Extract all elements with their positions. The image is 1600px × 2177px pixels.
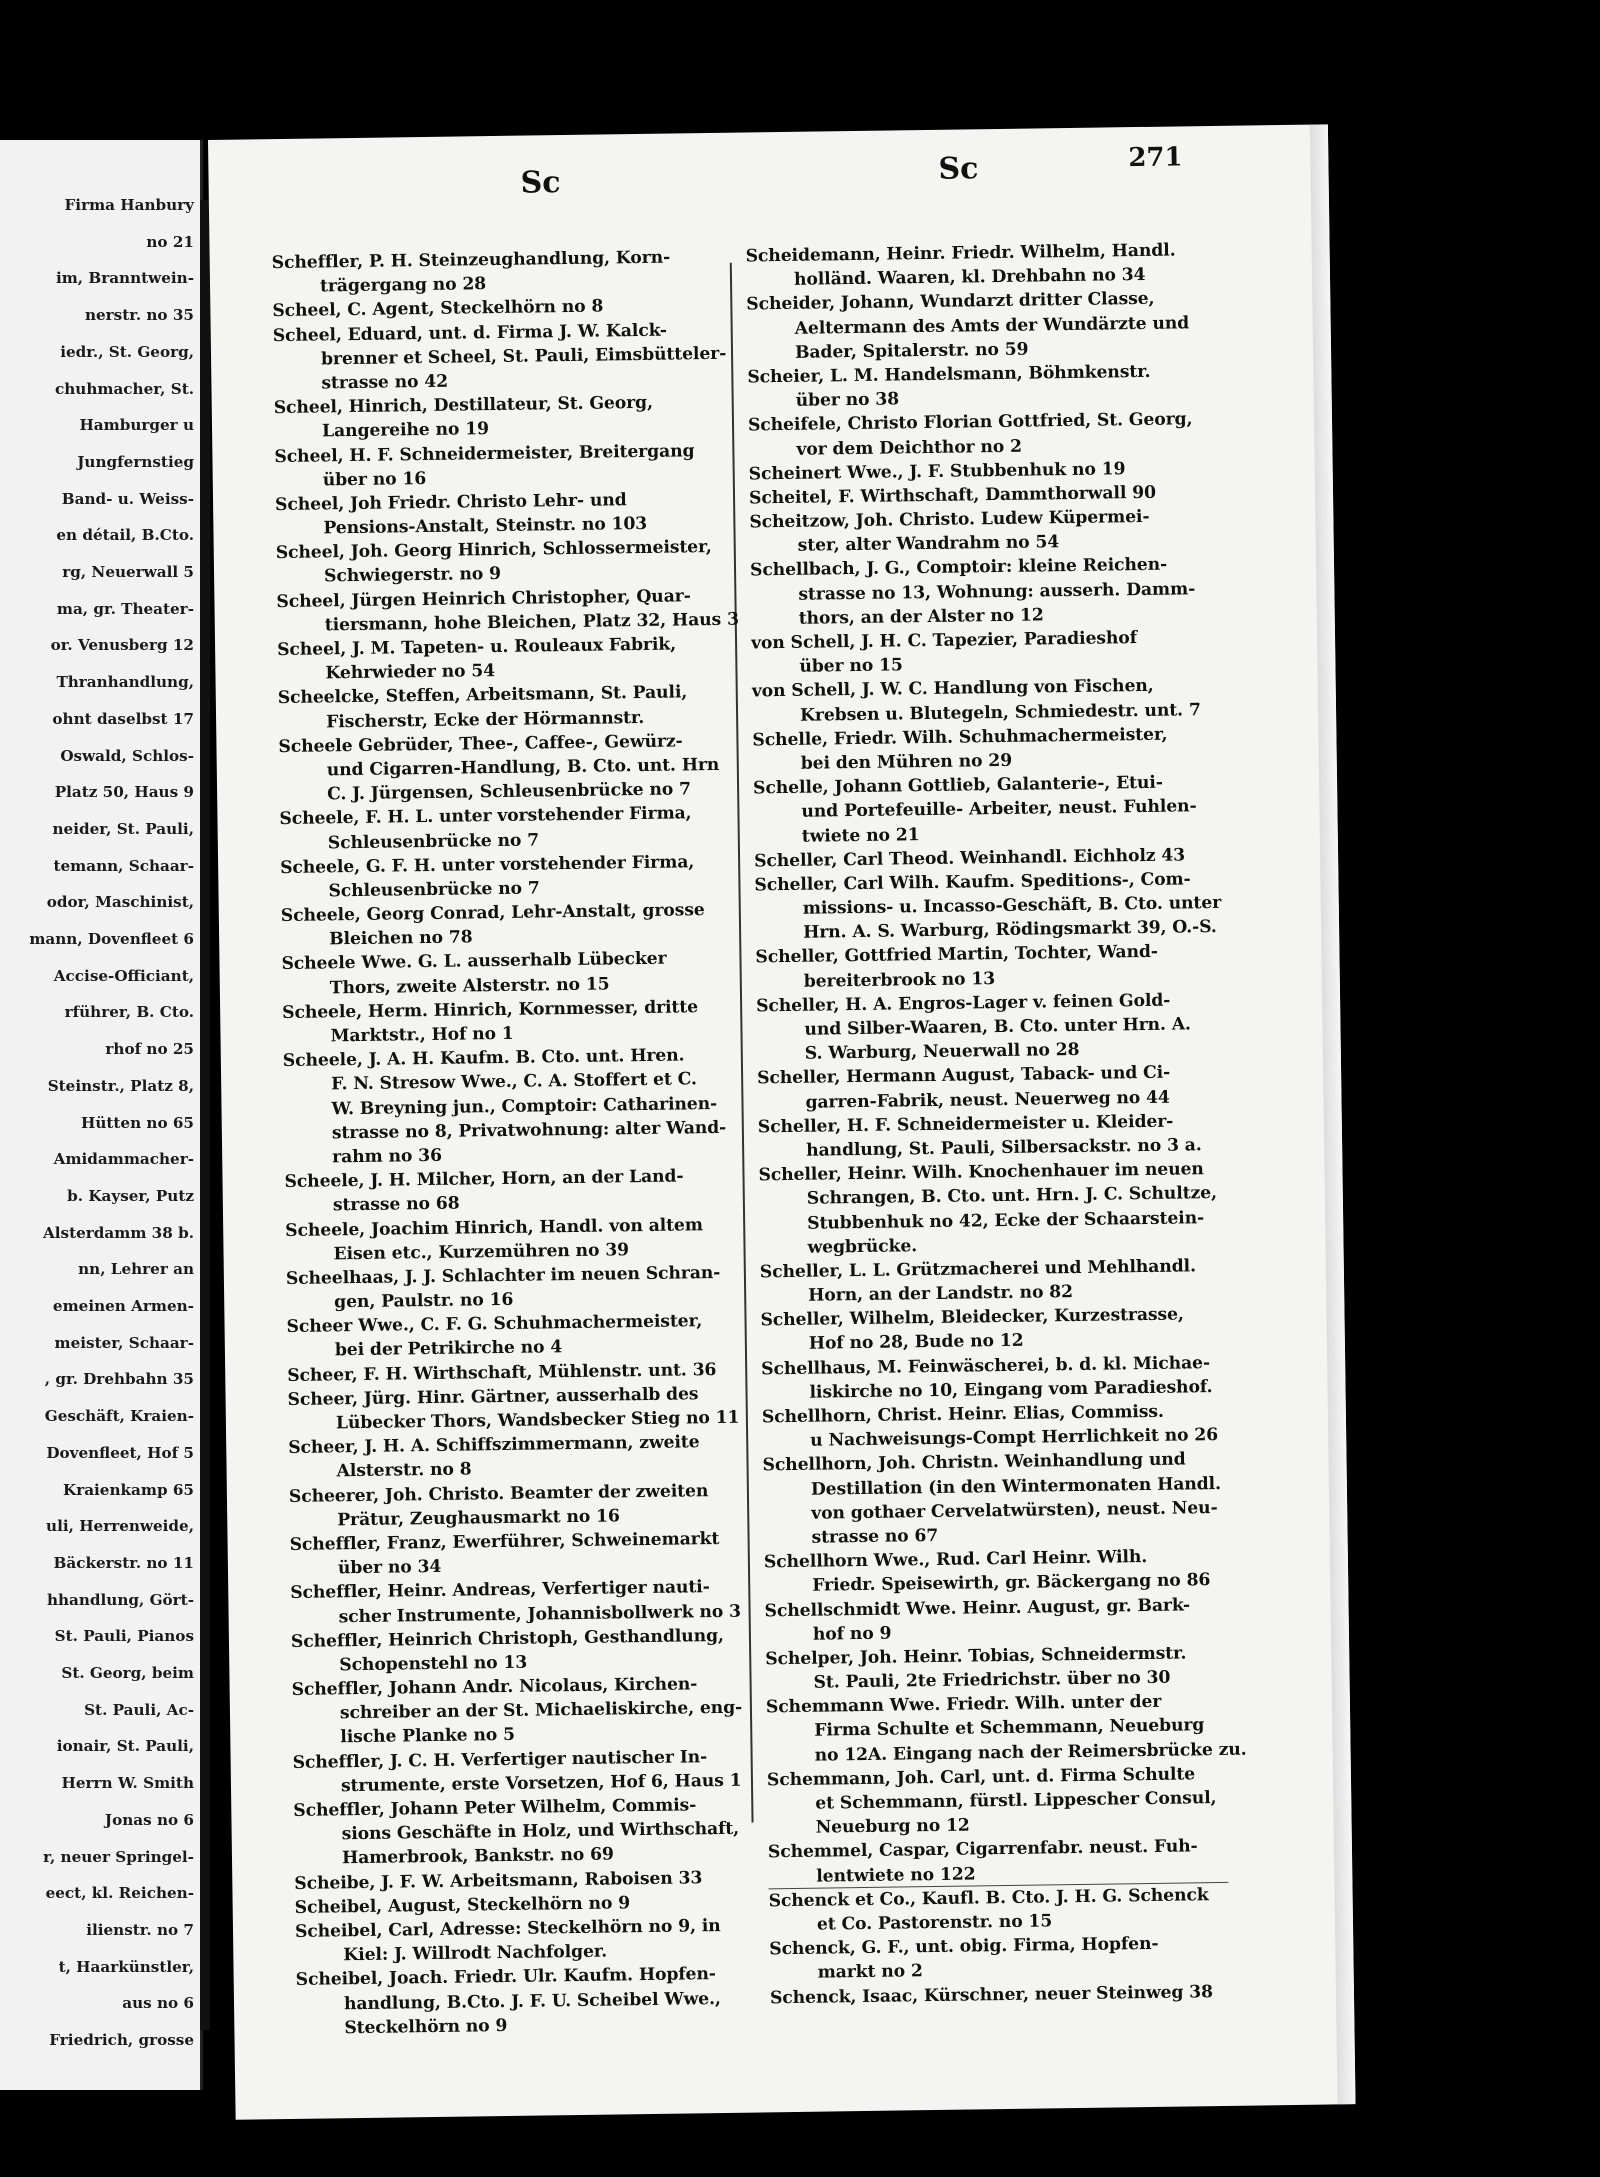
entry-continuation-line: Schleusenbrücke no 7	[328, 878, 540, 902]
left-page-line: ohnt daselbst 17	[52, 709, 194, 728]
entry-continuation-line: C. J. Jürgensen, Schleusenbrücke no 7	[327, 779, 692, 805]
left-page-line: uli, Herrenweide,	[46, 1517, 194, 1536]
entry-line: Schellhorn, Joh. Christn. Weinhandlung und	[762, 1449, 1186, 1476]
left-page-line: temann, Schaar-	[53, 856, 194, 875]
entry-continuation-line: vor dem Deichthor no 2	[796, 436, 1023, 460]
entry-continuation-line: Destillation (in den Wintermonaten Handl.	[810, 1473, 1222, 1500]
entry-continuation-line: thors, an der Alster no 12	[798, 605, 1044, 629]
left-page-fragment	[0, 140, 203, 2090]
entry-continuation-line: Thors, zweite Alsterstr. no 15	[329, 974, 610, 999]
entry-line: Scheele Gebrüder, Thee-, Caffee-, Gewürz-	[278, 731, 683, 757]
entry-continuation-line: von gothaer Cervelatwürsten), neust. Neu-	[811, 1497, 1218, 1524]
entry-line: Scheele, J. H. Milcher, Horn, an der Land-	[284, 1166, 684, 1193]
entry-line: Schemmel, Caspar, Cigarrenfabr. neust. Fuh-	[767, 1836, 1198, 1863]
entry-line: von Schell, J. W. C. Handlung von Fischen,	[751, 676, 1154, 702]
entry-line: Scheele, Joachim Hinrich, Handl. von altem	[285, 1214, 704, 1241]
entry-line: Schenck et Co., Kaufl. B. Cto. J. H. G. Schenck	[768, 1884, 1209, 1912]
left-page-line: Firma Hanbury	[64, 196, 194, 214]
entry-line: Scheel, Joh Friedr. Christo Lehr- und	[274, 490, 627, 515]
left-page-line: rführer, B. Cto.	[64, 1003, 194, 1022]
page-number: 271	[1128, 142, 1183, 174]
entry-line: Scheitel, F. Wirthschaft, Dammthorwall 90	[748, 482, 1157, 509]
entry-continuation-line: strasse no 42	[321, 371, 449, 394]
left-page-line: Alsterdamm 38 b.	[43, 1223, 194, 1242]
entry-line: Scheibel, August, Steckelhörn no 9	[294, 1893, 631, 1918]
entry-continuation-line: rahm no 36	[332, 1145, 443, 1168]
entry-line: Schelle, Friedr. Wilh. Schuhmachermeister,	[752, 724, 1168, 751]
entry-continuation-line: Hrn. A. S. Warburg, Rödingsmarkt 39, O.-S.	[802, 917, 1217, 944]
entry-continuation-line: Lübecker Thors, Wandsbecker Stieg no 11	[335, 1407, 740, 1434]
entry-continuation-line: handlung, St. Pauli, Silbersackstr. no 3 a.	[806, 1135, 1202, 1161]
entry-continuation-line: missions- u. Incasso-Geschäft, B. Cto. unter	[802, 892, 1222, 919]
entry-line: Scheidemann, Heinr. Friedr. Wilhelm, Handl.	[745, 240, 1176, 267]
left-page-line: Band- u. Weiss-	[61, 489, 194, 508]
entry-continuation-line: strasse no 13, Wohnung: ausserh. Damm-	[798, 578, 1196, 605]
entry-continuation-line: bereiterbrook no 13	[803, 968, 996, 992]
entry-continuation-line: Schopenstehl no 13	[339, 1652, 528, 1676]
entry-continuation-line: Pensions-Anstalt, Steinstr. no 103	[323, 513, 648, 539]
left-page-line: Bäckerstr. no 11	[53, 1553, 194, 1572]
entry-line: Scheinert Wwe., J. F. Stubbenhuk no 19	[748, 458, 1126, 485]
entry-continuation-line: Schrangen, B. Cto. unt. Hrn. J. C. Schultze,	[806, 1183, 1218, 1210]
entry-line: Scheibel, Carl, Adresse: Steckelhörn no 9, in	[294, 1915, 721, 1942]
entry-line: Scheier, L. M. Handelsmann, Böhmkenstr.	[747, 361, 1151, 388]
entry-continuation-line: brenner et Scheel, St. Pauli, Eimsbütteler-	[320, 343, 727, 370]
right-column	[746, 238, 1251, 2010]
left-page-line: im, Branntwein-	[55, 269, 194, 288]
left-page-line: en détail, B.Cto.	[56, 526, 194, 545]
entry-continuation-line: St. Pauli, 2te Friedrichstr. über no 30	[813, 1667, 1171, 1693]
entry-line: Scheele, Herm. Hinrich, Kornmesser, dritte	[282, 997, 699, 1023]
left-page-line: Platz 50, Haus 9	[54, 783, 194, 802]
entry-line: von Schell, J. H. C. Tapezier, Paradieshof	[750, 628, 1138, 654]
entry-continuation-line: Fischerstr, Ecke der Hörmannstr.	[325, 707, 645, 732]
entry-continuation-line: handlung, B.Cto. J. F. U. Scheibel Wwe.,	[343, 1988, 721, 2014]
entry-line: Schellhorn Wwe., Rud. Carl Heinr. Wilh.	[763, 1547, 1148, 1573]
entry-continuation-line: über no 34	[337, 1557, 442, 1579]
left-page-line: Oswald, Schlos-	[60, 746, 194, 765]
left-page-line: nn, Lehrer an	[78, 1260, 194, 1279]
left-page-line: Hamburger u	[79, 416, 194, 435]
entry-continuation-line: holländ. Waaren, kl. Drehbahn no 34	[793, 265, 1146, 291]
entry-continuation-line: no 12A. Eingang nach der Reimersbrücke zu.	[814, 1739, 1247, 1766]
entry-continuation-line: strasse no 67	[811, 1525, 939, 1548]
entry-continuation-line: über no 16	[322, 468, 427, 491]
entry-continuation-line: gen, Paulstr. no 16	[334, 1289, 514, 1313]
entry-line: Schemmann, Joh. Carl, unt. d. Firma Schulte	[766, 1764, 1196, 1791]
left-page-line: Kraienkamp 65	[63, 1480, 194, 1499]
entry-line: Scheifele, Christo Florian Gottfried, St. Georg,	[747, 409, 1193, 436]
entry-continuation-line: Aeltermann des Amts der Wundärzte und	[794, 312, 1190, 339]
entry-line: Scheibel, Joach. Friedr. Ulr. Kaufm. Hopfen-	[295, 1964, 717, 1991]
entry-line: Scheelcke, Steffen, Arbeitsmann, St. Pauli,	[277, 682, 688, 709]
entry-continuation-line: bei den Mühren no 29	[800, 750, 1013, 774]
entry-continuation-line: markt no 2	[817, 1961, 923, 1983]
entry-line: Schenck, G. F., unt. obig. Firma, Hopfen-	[769, 1934, 1159, 1960]
entry-continuation-line: und Cigarren-Handlung, B. Cto. unt. Hrn	[326, 754, 720, 781]
entry-continuation-line: lentwiete no 122	[816, 1864, 976, 1887]
entry-line: Scheffler, Johann Andr. Nicolaus, Kirchen-	[291, 1674, 698, 1701]
entry-line: Scheele, F. H. L. unter vorstehender Firma,	[279, 803, 692, 830]
entry-continuation-line: F. N. Stresow Wwe., C. A. Stoffert et C.	[331, 1069, 697, 1095]
entry-continuation-line: Hof no 28, Bude no 12	[808, 1331, 1024, 1355]
left-page-line: b. Kayser, Putz	[67, 1186, 194, 1205]
entry-continuation-line: Friedr. Speisewirth, gr. Bäckergang no 86	[812, 1570, 1211, 1597]
entry-line: Scheer, Jürg. Hinr. Gärtner, ausserhalb des	[287, 1384, 699, 1410]
left-page-line: t, Haarkünstler,	[58, 1957, 194, 1976]
left-page-line: Jungfernstieg	[77, 452, 194, 471]
entry-line: Scheffler, P. H. Steinzeughandlung, Korn-	[271, 247, 671, 274]
left-page-line: meister, Schaar-	[54, 1333, 194, 1352]
entry-continuation-line: Schwiegerstr. no 9	[323, 564, 502, 587]
entry-line: Scheel, C. Agent, Steckelhörn no 8	[272, 296, 604, 322]
entry-continuation-line: Bleichen no 78	[329, 927, 473, 950]
entry-continuation-line: W. Breyning jun., Comptoir: Catharinen-	[331, 1093, 718, 1119]
header-right-abbr: Sc	[938, 151, 979, 187]
entry-line: Scheerer, Joh. Christo. Beamter der zweiten	[288, 1480, 709, 1507]
left-page-line: neider, St. Pauli,	[52, 819, 194, 838]
left-page-line: Steinstr., Platz 8,	[47, 1076, 194, 1095]
entry-continuation-line: Hamerbrook, Bankstr. no 69	[341, 1844, 614, 1869]
left-page-line: ma, gr. Theater-	[56, 599, 194, 618]
entry-continuation-line: Kehrwieder no 54	[325, 661, 496, 684]
entry-continuation-line: über no 15	[799, 655, 903, 677]
entry-continuation-line: tiersmann, hohe Bleichen, Platz 32, Haus 3	[324, 609, 740, 636]
entry-line: Scheer, J. H. A. Schiffszimmermann, zweite	[288, 1432, 700, 1459]
left-page-line: or. Venusberg 12	[50, 636, 194, 655]
entry-line: Scheel, J. M. Tapeten- u. Rouleaux Fabrik,	[276, 634, 677, 661]
entry-line: Schelper, Joh. Heinr. Tobias, Schneidermstr.	[765, 1643, 1187, 1670]
left-page-line: ilienstr. no 7	[86, 1920, 194, 1939]
entry-line: Scheller, Wilhelm, Bleidecker, Kurzestrasse,	[760, 1304, 1184, 1331]
entry-line: Scheller, Gottfried Martin, Tochter, Wand-	[755, 942, 1159, 968]
left-page-line: nerstr. no 35	[84, 306, 194, 325]
entry-continuation-line: S. Warburg, Neuerwall no 28	[804, 1040, 1080, 1064]
entry-continuation-line: wegbrücke.	[807, 1235, 918, 1258]
left-page-line: Geschäft, Kraien-	[44, 1407, 194, 1426]
entry-continuation-line: twiete no 21	[801, 824, 920, 847]
left-page-line: hhandlung, Gört-	[46, 1590, 194, 1609]
entry-continuation-line: Eisen etc., Kurzemühren no 39	[333, 1239, 630, 1265]
entry-line: Scheel, Jürgen Heinrich Christopher, Quar-	[276, 585, 691, 612]
left-column	[272, 244, 777, 2040]
left-page-line: St. Georg, beim	[61, 1664, 194, 1682]
entry-line: Scheller, Hermann August, Taback- und Ci-	[757, 1063, 1171, 1089]
left-page-line: mann, Dovenfleet 6	[29, 930, 194, 948]
entry-continuation-line: strumente, erste Vorsetzen, Hof 6, Haus 1	[340, 1770, 742, 1797]
entry-line: Schellbach, J. G., Comptoir: kleine Reichen-	[749, 555, 1168, 581]
entry-line: Scheele Wwe. G. L. ausserhalb Lübecker	[281, 949, 667, 975]
entry-continuation-line: garren-Fabrik, neust. Neuerweg no 44	[805, 1087, 1170, 1113]
entry-line: Scheer Wwe., C. F. G. Schuhmachermeister,	[286, 1311, 703, 1338]
entry-line: Schellhaus, M. Feinwäscherei, b. d. kl. Michae-	[761, 1352, 1211, 1380]
entry-line: Scheel, Hinrich, Destillateur, St. Georg,	[273, 392, 654, 419]
entry-continuation-line: Alsterstr. no 8	[336, 1459, 472, 1482]
left-page-line: chuhmacher, St.	[55, 379, 194, 398]
entry-line: Schelle, Johann Gottlieb, Galanterie-, Etui-	[752, 772, 1163, 799]
entry-line: Schellhorn, Christ. Heinr. Elias, Commiss.	[761, 1401, 1164, 1428]
left-page-line: rhof no 25	[105, 1040, 194, 1059]
entry-line: Scheffler, J. C. H. Verfertiger nautischer In-	[292, 1746, 708, 1773]
left-page-line: emeinen Armen-	[52, 1297, 194, 1315]
entry-continuation-line: et Schemmann, fürstl. Lippescher Consul,	[815, 1788, 1217, 1814]
left-page-line: aus no 6	[122, 1994, 194, 2013]
entry-continuation-line: über no 38	[795, 389, 900, 411]
entry-continuation-line: liskirche no 10, Eingang vom Paradieshof.	[809, 1376, 1213, 1403]
entry-continuation-line: Krebsen u. Blutegeln, Schmiedestr. unt. 7	[799, 699, 1201, 726]
entry-continuation-line: ster, alter Wandrahm no 54	[797, 532, 1060, 557]
entry-continuation-line: Steckelhörn no 9	[344, 2015, 508, 2038]
entry-line: Scheitzow, Joh. Christo. Ludew Küpermei-	[749, 506, 1150, 533]
entry-continuation-line: hof no 9	[812, 1623, 892, 1645]
entry-continuation-line: strasse no 8, Privatwohnung: alter Wand-	[331, 1117, 727, 1144]
entry-line: Scheele, J. A. H. Kaufm. B. Cto. unt. Hren.	[282, 1045, 685, 1072]
entry-line: Scheller, L. L. Grützmacherei und Mehlhandl.	[759, 1256, 1197, 1283]
left-page-line: odor, Maschinist,	[46, 893, 194, 912]
entry-line: Scheel, Eduard, unt. d. Firma J. W. Kalck-	[272, 320, 667, 346]
entry-continuation-line: Stubbenhuk no 42, Ecke der Schaarstein-	[807, 1207, 1205, 1234]
entry-line: Scheffler, Heinrich Christoph, Gesthandlung,	[290, 1625, 724, 1652]
entry-line: Scheele, G. F. H. unter vorstehender Firma,	[280, 851, 695, 878]
entry-continuation-line: Prätur, Zeughausmarkt no 16	[337, 1506, 620, 1531]
entry-continuation-line: bei der Petrikirche no 4	[334, 1337, 563, 1361]
entry-line: Schemmann Wwe. Friedr. Wilh. unter der	[765, 1692, 1162, 1718]
book-gutter	[200, 200, 210, 2030]
left-page-line: Amidammacher-	[53, 1150, 194, 1169]
entry-line: Scheer, F. H. Wirthschaft, Mühlenstr. unt. 36	[287, 1359, 717, 1386]
entry-line: Schellschmidt Wwe. Heinr. August, gr. Bark-	[764, 1594, 1191, 1621]
entry-continuation-line: trägergang no 28	[319, 274, 487, 297]
entry-line: Scheffler, Franz, Ewerführer, Schweinemarkt	[289, 1528, 720, 1555]
page-edge	[1310, 124, 1356, 2104]
left-page-line: Accise-Officiant,	[53, 966, 194, 985]
entry-line: Scheel, H. F. Schneidermeister, Breitergang	[274, 440, 695, 467]
entry-line: Scheffler, Heinr. Andreas, Verfertiger nauti-	[290, 1577, 710, 1604]
entry-continuation-line: Schleusenbrücke no 7	[327, 829, 540, 853]
left-page-line: , gr. Drehbahn 35	[44, 1370, 194, 1389]
entry-continuation-line: schreiber an der St. Michaeliskirche, eng-	[339, 1697, 743, 1724]
left-page-line: Thranhandlung,	[56, 673, 194, 692]
header-left-abbr: Sc	[520, 165, 561, 201]
entry-line: Scheller, Carl Theod. Weinhandl. Eichholz 43	[753, 845, 1186, 872]
left-page-line: Jonas no 6	[104, 1810, 194, 1829]
entry-line: Scheider, Johann, Wundarzt dritter Classe,	[746, 289, 1155, 315]
left-page-line: St. Pauli, Ac-	[84, 1700, 194, 1719]
right-page	[208, 124, 1356, 2119]
entry-line: Schenck, Isaac, Kürschner, neuer Steinweg 38	[769, 1981, 1214, 2008]
entry-line: Scheel, Joh. Georg Hinrich, Schlossermeister,	[275, 537, 712, 564]
entry-continuation-line: Kiel: J. Willrodt Nachfolger.	[343, 1941, 608, 1966]
entry-continuation-line: strasse no 68	[332, 1193, 460, 1216]
entry-continuation-line: und Silber-Waaren, B. Cto. unter Hrn. A.	[804, 1014, 1192, 1040]
entry-continuation-line: Neueburg no 12	[815, 1815, 970, 1838]
entry-line: Scheele, Georg Conrad, Lehr-Anstalt, grosse	[280, 900, 705, 927]
left-page-line: ionair, St. Pauli,	[56, 1737, 194, 1756]
entry-line: Scheibe, J. F. W. Arbeitsmann, Raboisen 33	[294, 1867, 703, 1894]
entry-continuation-line: lische Planke no 5	[340, 1725, 516, 1748]
left-page-line: Dovenfleet, Hof 5	[46, 1443, 194, 1462]
entry-continuation-line: scher Instrumente, Johannisbollwerk no 3	[338, 1601, 742, 1627]
entry-continuation-line: Bader, Spitalerstr. no 59	[794, 339, 1029, 363]
entry-line: Scheelhaas, J. J. Schlachter im neuen Schran-	[285, 1262, 721, 1289]
left-page-line: rg, Neuerwall 5	[62, 563, 194, 581]
left-page-line: iedr., St. Georg,	[60, 342, 194, 361]
entry-continuation-line: und Portefeuille- Arbeiter, neust. Fuhlen-	[801, 796, 1197, 823]
entry-continuation-line: Marktstr., Hof no 1	[330, 1023, 514, 1047]
entry-continuation-line: Langereihe no 19	[321, 419, 490, 442]
entry-continuation-line: sions Geschäfte in Holz, und Wirthschaft,	[341, 1818, 740, 1845]
entry-line: Scheffler, Johann Peter Wilhelm, Commis-	[293, 1795, 697, 1821]
entry-line: Scheller, Carl Wilh. Kaufm. Speditions-, Com-	[754, 869, 1191, 896]
entry-continuation-line: Firma Schulte et Schemmann, Neueburg	[814, 1715, 1205, 1742]
left-page-line: Hütten no 65	[80, 1113, 194, 1132]
entry-continuation-line: Horn, an der Landstr. no 82	[808, 1282, 1074, 1306]
entry-continuation-line: u Nachweisungs-Compt Herrlichkeit no 26	[810, 1425, 1219, 1451]
entry-line: Scheller, Heinr. Wilh. Knochenhauer im neuen	[758, 1159, 1204, 1186]
entry-line: Scheller, H. F. Schneidermeister u. Kleider-	[757, 1111, 1174, 1138]
left-page-line: r, neuer Springel-	[43, 1847, 194, 1866]
entry-continuation-line: et Co. Pastorenstr. no 15	[816, 1911, 1053, 1935]
left-page-line: Friedrich, grosse	[49, 2031, 194, 2049]
entry-line: Scheller, H. A. Engros-Lager v. feinen Gold-	[756, 990, 1171, 1017]
left-page-line: eect, kl. Reichen-	[45, 1884, 194, 1903]
left-page-line: no 21	[146, 232, 194, 251]
left-page-line: St. Pauli, Pianos	[54, 1627, 194, 1646]
left-page-line: Herrn W. Smith	[61, 1774, 194, 1793]
